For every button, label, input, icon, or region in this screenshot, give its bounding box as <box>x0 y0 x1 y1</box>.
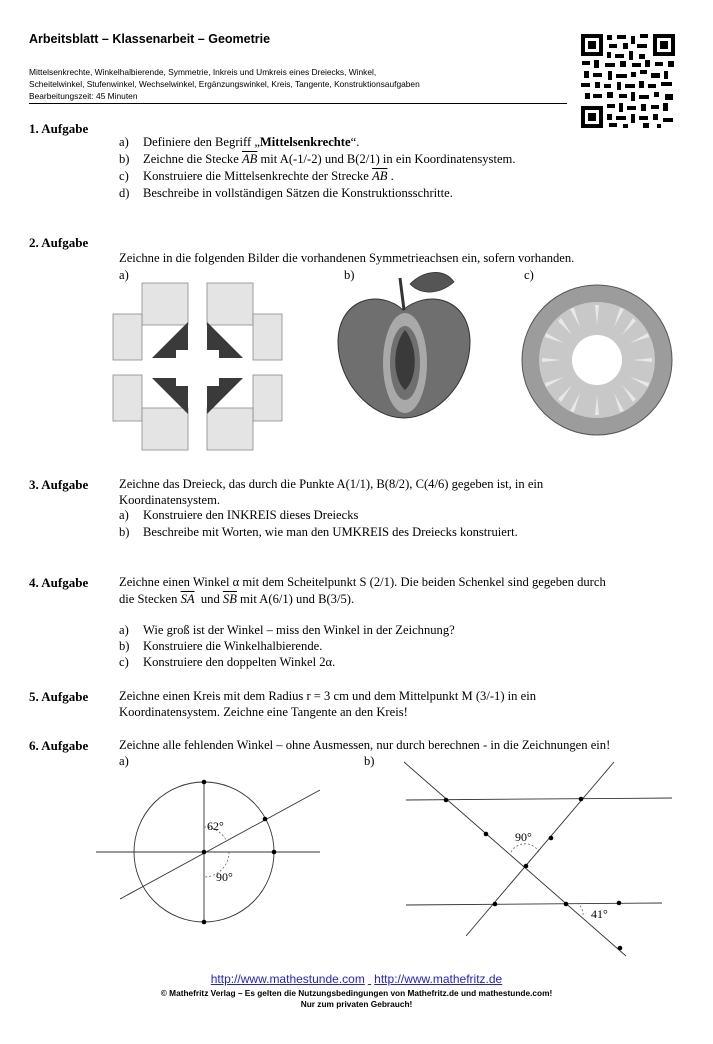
leaf-icon <box>410 272 454 292</box>
angle-label-41: 41° <box>591 907 608 921</box>
wheel-figure <box>520 283 675 438</box>
angle-figure-a <box>90 775 330 935</box>
task-2-text: Zeichne in die folgenden Bilder die vorhandenen Symmetrieachsen ein, sofern vorhanden. <box>119 251 575 265</box>
segment-sa: $\overline{SA}$ <box>180 592 195 606</box>
task-1-label: 1. Aufgabe <box>29 121 89 136</box>
item-marker: c) <box>119 655 129 669</box>
task-4-line-2 <box>119 591 354 608</box>
task-5-line-2: Koordinatensystem. Zeichne eine Tangente an den Kreis! <box>119 705 408 719</box>
topics-line-2: Scheitelwinkel, Stufenwinkel, Wechselwinkel, Ergänzungswinkel, Kreis, Tangente, Konstruktionsaufgaben <box>29 79 420 90</box>
task-6-text: Zeichne alle fehlenden Winkel – ohne Ausmessen, nur durch berechnen - in die Zeichnungen ein! <box>119 738 611 752</box>
angle-label-90a: 90° <box>216 870 233 884</box>
item-text: Zeichne die Stecke <box>143 152 242 166</box>
apple-figure <box>332 268 477 428</box>
item-text: Konstruiere den INKREIS dieses Dreiecks <box>143 508 359 522</box>
item-text: Definiere den Begriff „ <box>143 135 260 149</box>
task-6-label: 6. Aufgabe <box>29 738 89 753</box>
angle-label-62: 62° <box>207 819 224 833</box>
angle-label-90b: 90° <box>515 830 532 844</box>
symmetry-figure-squares <box>110 280 285 453</box>
private-use-text: Nur zum privaten Gebrauch! <box>300 999 413 1009</box>
copyright-text: © Mathefritz Verlag – Es gelten die Nutzungsbedingungen von Mathefritz.de und mathestunde.com! <box>160 988 553 998</box>
figure-label-6a: a) <box>119 754 129 768</box>
segment-ab: $\overline{AB}$ <box>372 169 388 183</box>
figure-label-c: c) <box>524 268 534 282</box>
item-marker: a) <box>119 508 129 522</box>
task-5-label: 5. Aufgabe <box>29 689 89 704</box>
link-mathefritz[interactable]: http://www.mathefritz.de <box>374 972 503 986</box>
task-2-label: 2. Aufgabe <box>29 235 89 250</box>
item-marker: b) <box>119 152 130 166</box>
item-marker: a) <box>119 135 129 149</box>
item-text: Beschreibe in vollständigen Sätzen die Konstruktionsschritte. <box>143 186 453 200</box>
item-text: Beschreibe mit Worten, wie man den UMKREIS des Dreiecks konstruiert. <box>143 525 518 539</box>
task-4-line-1: Zeichne einen Winkel α mit dem Scheitelpunkt S (2/1). Die beiden Schenkel sind gegeben durch <box>119 575 606 589</box>
angle-figure-b <box>400 758 678 958</box>
task-5-line-1: Zeichne einen Kreis mit dem Radius r = 3 cm und dem Mittelpunkt M (3/-1) in ein <box>119 689 537 703</box>
segment-ab: $\overline{AB}$ <box>241 152 258 166</box>
figure-label-b: b) <box>344 268 355 282</box>
time-limit: Bearbeitungszeit: 45 Minuten <box>29 91 138 102</box>
line-text: und <box>194 592 223 606</box>
qr-code-icon[interactable] <box>579 32 677 135</box>
item-text: mit A(-1/-2) und B(2/1) in ein Koordinatensystem. <box>257 152 516 166</box>
item-text: “. <box>350 135 360 149</box>
item-marker: d) <box>119 186 130 200</box>
item-text: Konstruiere den doppelten Winkel 2α. <box>143 655 336 669</box>
segment-sb: $\overline{SB}$ <box>222 592 237 606</box>
task-4-label: 4. Aufgabe <box>29 575 89 590</box>
item-marker: b) <box>119 639 130 653</box>
link-mathestunde[interactable]: http://www.mathestunde.com <box>210 972 365 986</box>
task-3-line-2: Koordinatensystem. <box>119 493 221 507</box>
figure-label-a: a) <box>119 268 129 282</box>
task-1-items <box>119 135 679 205</box>
item-text: Wie groß ist der Winkel – miss den Winkel in der Zeichnung? <box>143 623 455 637</box>
line-text: mit A(6/1) und B(3/5). <box>236 592 355 606</box>
task-4-items <box>119 623 679 678</box>
task-3-line-1: Zeichne das Dreieck, das durch die Punkte A(1/1), B(8/2), C(4/6) gegeben ist, in ein <box>119 477 544 491</box>
item-marker: b) <box>119 525 130 539</box>
topics-line-1: Mittelsenkrechte, Winkelhalbierende, Symmetrie, Inkreis und Umkreis eines Dreiecks, Winkel, <box>29 67 377 77</box>
footer-links <box>0 972 713 986</box>
term-bold: Mittelsenkrechte <box>259 135 351 149</box>
topics-list <box>29 66 420 103</box>
item-marker: a) <box>119 623 129 637</box>
header-divider <box>29 103 567 104</box>
footer <box>0 972 713 1010</box>
worksheet-title: Arbeitsblatt – Klassenarbeit – Geometrie <box>29 32 271 46</box>
figure-label-6b: b) <box>364 754 375 768</box>
line-text: die Stecken <box>119 592 181 606</box>
task-3-label: 3. Aufgabe <box>29 477 89 492</box>
item-text: . <box>387 169 394 183</box>
item-text: Konstruiere die Mittelsenkrechte der Strecke <box>143 169 373 183</box>
task-3-items <box>119 508 679 548</box>
item-text: Konstruiere die Winkelhalbierende. <box>143 639 323 653</box>
item-marker: c) <box>119 169 129 183</box>
